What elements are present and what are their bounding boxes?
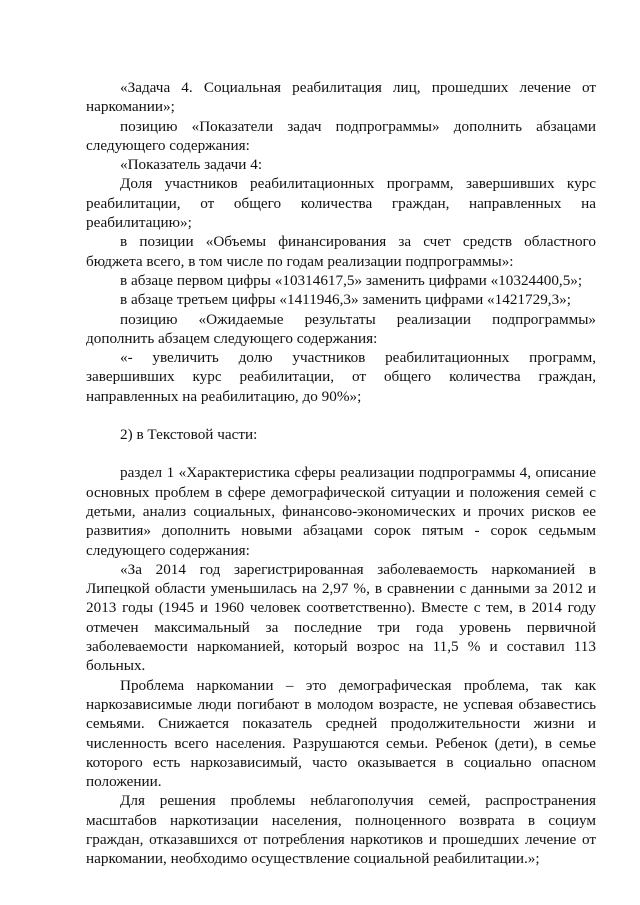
statistics-paragraph: «За 2014 год зарегистрированная заболеваемость наркоманией в Липецкой области уменьшилась на 2,97 %, в сравнении с данными за 2012 и 2013 годы (1945 и 1960 человек соответственно). Вместе с тем, в 2014 году отмечен максимальный за последние три года уровень первичной заболеваемости наркоманией, который возрос на 11,5 % и составил 113 больных. [86, 560, 596, 675]
section-intro-paragraph: раздел 1 «Характеристика сферы реализации подпрограммы 4, описание основных проблем в сфере демографической ситуации и положения семей с детьми, анализ социальных, финансово-экономических и прочих рисков ее развития» дополнить новыми абзацами сорок пятым - сорок седьмым следующего содержания: [86, 464, 596, 559]
section-heading: 2) в Текстовой части: [120, 426, 258, 444]
document-page [86, 78, 596, 869]
indicators-position-paragraph: позицию «Показатели задач подпрограммы» дополнить абзацами следующего содержания: [86, 117, 596, 154]
funding-position-paragraph: в позиции «Объемы финансирования за счет средств областного бюджета всего, в том числе по годам реализации подпрограммы»: [86, 233, 596, 270]
indicator-heading-paragraph: «Показатель задачи 4: [120, 156, 263, 174]
funding-third-amendment: в абзаце третьем цифры «1411946,3» заменить цифрами «1421729,3»; [120, 291, 571, 309]
funding-first-amendment: в абзаце первом цифры «10314617,5» заменить цифрами «10324400,5»; [120, 271, 583, 289]
expected-results-paragraph: позицию «Ожидаемые результаты реализации подпрограммы» дополнить абзацем следующего содержания: [86, 310, 596, 347]
task-title-paragraph: «Задача 4. Социальная реабилитация лиц, прошедших лечение от наркомании»; [86, 79, 596, 116]
indicator-share-paragraph: Доля участников реабилитационных программ, завершивших курс реабилитации, от общего количества граждан, направленных на реабилитацию»; [86, 175, 596, 232]
expected-results-item: «- увеличить долю участников реабилитационных программ, завершивших курс реабилитации, от общего количества граждан, направленных на реабилитацию, до 90%»; [86, 349, 596, 405]
problem-paragraph: Проблема наркомании – это демографическая проблема, так как наркозависимые люди погибают в молодом возрасте, не успевая обзавестись семьями. Снижается показатель средней продолжительности жизни и численность всего населения. Разрушаются семьи. Ребенок (дети), в семье которого есть наркозависимый, часто оказывается в социально опасном положении. [86, 676, 596, 791]
solution-paragraph: Для решения проблемы неблагополучия семей, распространения масштабов наркотизации населения, полноценного возврата в социум граждан, отказавшихся от потребления наркотиков и прошедших лечение от наркомании, необходимо осуществление социальной реабилитации.»; [86, 792, 596, 868]
